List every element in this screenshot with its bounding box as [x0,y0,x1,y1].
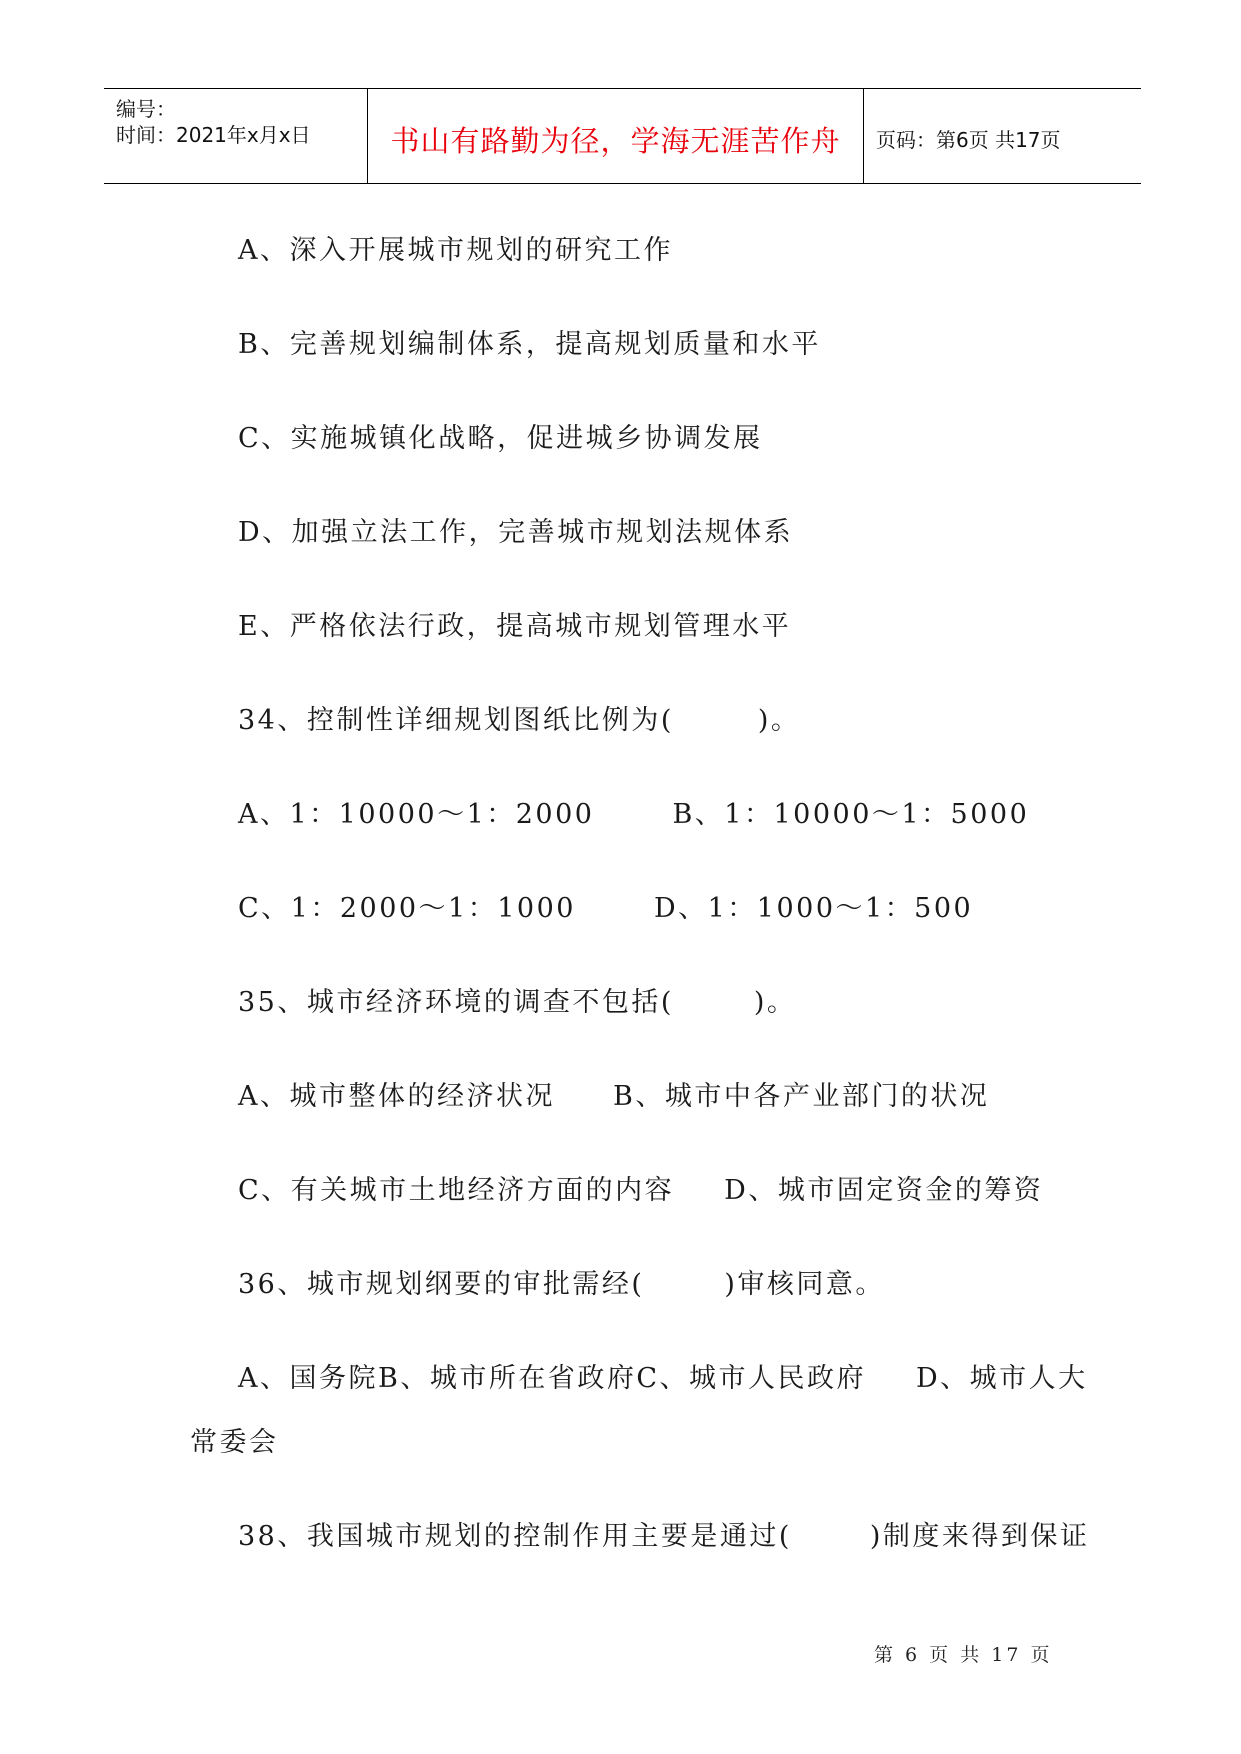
option-d: D、城市人大 [916,1363,1088,1394]
question-36 [238,1262,885,1301]
question-stem: 34、控制性详细规划图纸比例为( [238,705,674,736]
question-35 [238,980,796,1019]
option-line: B、完善规划编制体系，提高规划质量和水平 [238,329,821,360]
options-row [238,792,1029,831]
option-c: C、1：2000～1：1000 [238,893,576,924]
time-label: 时间：2021年x月x日 [116,123,311,147]
header-left-cell [104,89,367,183]
option-line: C、实施城镇化战略，促进城乡协调发展 [238,423,763,454]
question-38 [238,1514,1089,1553]
option-d: D、1：1000～1：500 [653,893,974,924]
option-b: B、1：10000～1：5000 [672,799,1030,830]
question-stem-end: )。 [753,987,797,1018]
question-stem: 36、城市规划纲要的审批需经( [238,1269,645,1300]
options-row [238,1168,1043,1207]
options-row [238,886,973,925]
question-stem: 38、我国城市规划的控制作用主要是通过( [238,1521,792,1552]
options-abc: A、国务院B、城市所在省政府C、城市人民政府 [238,1363,866,1394]
motto: 书山有路勤为径，学海无涯苦作舟 [390,124,841,158]
option-line: D、加强立法工作，完善城市规划法规体系 [238,517,794,548]
page-header [104,88,1141,184]
option-line: A、深入开展城市规划的研究工作 [238,235,673,266]
page-number-label: 页码：第6页 共17页 [876,128,1061,152]
option-d-wrap: 常委会 [190,1427,279,1458]
header-motto-cell [367,89,864,183]
option-b: B、城市中各产业部门的状况 [613,1081,990,1112]
serial-label: 编号： [116,97,176,121]
option-a: A、1：10000～1：2000 [238,799,595,830]
question-stem: 35、城市经济环境的调查不包括( [238,987,674,1018]
question-34 [238,698,800,737]
option-d: D、城市固定资金的筹资 [724,1175,1044,1206]
option-line: E、严格依法行政，提高城市规划管理水平 [238,611,792,642]
question-stem-end: )审核同意。 [724,1269,885,1300]
options-row [238,1356,1088,1395]
question-stem-end: )制度来得到保证 [869,1521,1090,1552]
question-stem-end: )。 [757,705,801,736]
option-a: A、城市整体的经济状况 [238,1081,555,1112]
header-right-cell [864,89,1141,183]
page-footer: 第 6 页 共 17 页 [874,1644,1053,1666]
option-c: C、有关城市土地经济方面的内容 [238,1175,675,1206]
options-row [238,1074,989,1113]
